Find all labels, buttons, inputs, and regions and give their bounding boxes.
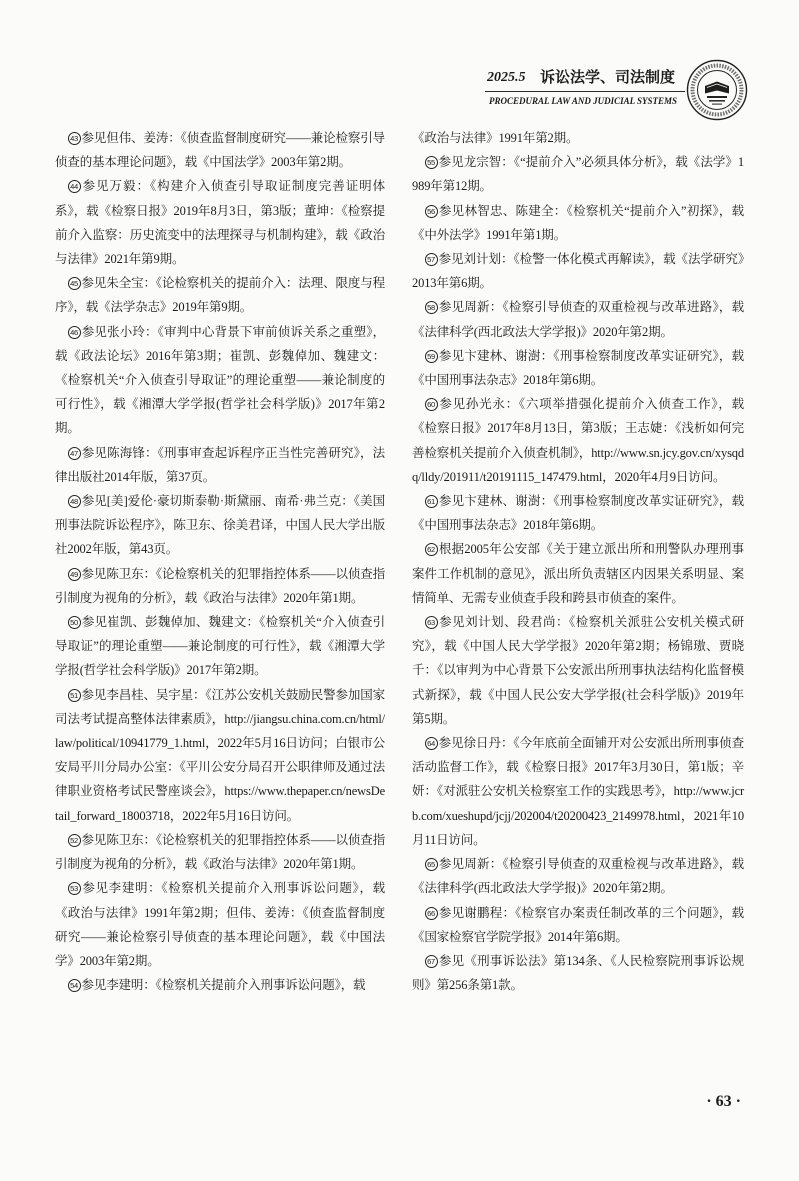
footnote-item (412, 852, 744, 900)
footnote-item (412, 537, 744, 610)
footnote-item (55, 489, 385, 562)
page-number: · 63 · (706, 1093, 741, 1110)
footnote-item (412, 489, 744, 537)
footnote-item (55, 876, 385, 973)
footnote-item (55, 973, 385, 997)
footnote-number: 51 (68, 689, 81, 702)
footnote-text: 参见李建明：《检察机关提前介入刑事诉讼问题》，载《政治与法律》1991年第2期；但伟、姜涛：《侦查监督制度研究——兼论检察引导侦查的基本理论问题》，载《中国法学》2003年第2期。 (55, 881, 385, 968)
footnote-number: 57 (425, 253, 438, 266)
footnote-text: 参见徐日丹：《今年底前全面铺开对公安派出所刑事侦查活动监督工作》，载《检察日报》2017年3月30日，第1版；辛妍：《对派驻公安机关检察室工作的实践思考》，http://www.jcrb.com/xueshupd/jcjj/202004/t20200423_2149978.html，2021年10月11日访问。 (412, 736, 744, 847)
footnote-item (55, 683, 385, 828)
footnote-text: 参见但伟、姜涛：《侦查监督制度研究——兼论检察引导侦查的基本理论问题》，载《中国法学》2003年第2期。 (55, 131, 385, 170)
footnote-text: 参见卞建林、谢澍：《刑事检察制度改革实证研究》，载《中国刑事法杂志》2018年第6期。 (412, 348, 744, 388)
footnote-item (412, 295, 744, 343)
footnote-item (55, 271, 385, 319)
footnote-number: 59 (425, 350, 438, 363)
footnote-number: 65 (425, 858, 438, 871)
footnote-text: 《政治与法律》1991年第2期。 (412, 131, 579, 145)
footnote-number: 56 (425, 205, 438, 218)
footnote-number: 58 (425, 301, 438, 314)
footnote-text: 参见陈海锋：《刑事审查起诉程序正当性完善研究》，法律出版社2014年版，第37页。 (55, 445, 385, 484)
footnote-text: 参见万毅：《构建介入侦查引导取证制度完善证明体系》，载《检察日报》2019年8月3日，第3版；董坤：《检察提前介入监察：历史流变中的法理探寻与机制构建》，载《政治与法律》2021年第9期。 (55, 179, 385, 267)
footnote-number: 50 (68, 616, 81, 629)
footnote-item (412, 150, 744, 198)
footnote-item (412, 344, 744, 392)
footnote-number: 66 (425, 907, 438, 920)
footnote-number: 53 (68, 882, 81, 895)
footnote-text: 参见孙光永：《六项举措强化提前介入侦查工作》，载《检察日报》2017年8月13日，第3版；王志婕：《浅析如何完善检察机关提前介入侦查机制》，http://www.sn.jcy.gov.cn/xysqdq/lldy/201911/t20191115_147479.html，2020年4月9日访问。 (412, 397, 744, 484)
footnote-item (412, 731, 744, 852)
footnote-number: 52 (68, 834, 81, 847)
footnote-text: 参见李昌桂、吴宇星：《江苏公安机关鼓励民警参加国家司法考试提高整体法律素质》，http://jiangsu.china.com.cn/html/law/political/10941779_1.html，2022年5月16日访问；白银市公安局平川分局办公室：《平川公安分局召开公职律师及通过法律职业资格考试民警座谈会》，https://www.thepaper.cn/newsDetail_forward_18003718，2022年5月16日访问。 (55, 687, 385, 823)
footnote-item (412, 392, 744, 489)
footnote-number: 61 (425, 495, 438, 508)
footnote-text: 参见周新：《检察引导侦查的双重检视与改革进路》，载《法律科学(西北政法大学学报)》2020年第2期。 (412, 857, 744, 896)
footnote-continuation (412, 126, 744, 150)
footnote-column-left (55, 126, 385, 997)
header-issue: 2025.5 (487, 70, 526, 85)
footnote-number: 63 (425, 616, 438, 629)
footnote-item (412, 610, 744, 731)
footnote-text: 参见卞建林、谢澍：《刑事检察制度改革实证研究》，载《中国刑事法杂志》2018年第6期。 (412, 494, 744, 533)
footnote-text: 参见周新：《检察引导侦查的双重检视与改革进路》，载《法律科学(西北政法大学学报)》2020年第2期。 (412, 300, 744, 339)
footnote-item (412, 949, 744, 997)
footnote-number: 64 (425, 737, 438, 750)
footnote-item (412, 199, 744, 247)
footnote-text: 参见陈卫东：《论检察机关的犯罪指控体系——以侦查指引制度为视角的分析》，载《政治与法律》2020年第1期。 (55, 832, 385, 872)
footnote-item (412, 247, 744, 295)
header-rule (485, 91, 685, 92)
footnote-text: 参见陈卫东：《论检察机关的犯罪指控体系——以侦查指引制度为视角的分析》，载《政治与法律》2020年第1期。 (55, 566, 385, 605)
footnote-text: 根据2005年公安部《关于建立派出所和刑警队办理刑事案件工作机制的意见》，派出所负责辖区内因果关系明显、案情简单、无需专业侦查手段和跨县市侦查的案件。 (412, 542, 744, 605)
footnote-text: 参见李建明：《检察机关提前介入刑事诉讼问题》，载 (81, 978, 366, 993)
footnote-number: 49 (68, 568, 81, 581)
header-section-title: 诉讼法学、司法制度 (540, 69, 676, 86)
footnote-number: 60 (425, 398, 438, 411)
footnote-item (55, 320, 385, 441)
footnote-number: 54 (68, 979, 81, 992)
footnote-text: 参见谢鹏程：《检察官办案责任制改革的三个问题》，载《国家检察官学院学报》2014年第6期。 (412, 905, 744, 944)
footnote-text: 参见朱全宝：《论检察机关的提前介入：法理、限度与程序》，载《法学杂志》2019年第9期。 (55, 276, 385, 315)
footnote-number: 55 (425, 156, 438, 169)
footnote-text: 参见林智忠、陈建全：《检察机关“提前介入”初探》，载《中外法学》1991年第1期。 (412, 203, 744, 242)
footnote-text: 参见刘计划：《检警一体化模式再解读》，载《法学研究》2013年第6期。 (412, 252, 744, 291)
footnote-item (55, 174, 385, 271)
footnote-item (55, 562, 385, 610)
footnote-number: 43 (68, 132, 81, 145)
journal-emblem-icon (686, 59, 748, 121)
footnote-item (55, 126, 385, 174)
footnote-item (55, 441, 385, 489)
header-english-title: PROCEDURAL LAW AND JUDICIAL SYSTEMS (489, 96, 678, 106)
footnote-text: 参见[美]爱伦·豪切斯泰勒·斯黛丽、南希·弗兰克：《美国刑事法院诉讼程序》，陈卫东、徐美君译，中国人民大学出版社2002年版，第43页。 (55, 494, 385, 557)
footnote-text: 参见崔凯、彭魏倬加、魏建文：《检察机关“介入侦查引导取证”的理论重塑——兼论制度的可行性》，载《湘潭大学学报(哲学社会科学版)》2017年第2期。 (55, 615, 385, 678)
footnote-number: 44 (68, 180, 81, 193)
footnote-text: 参见《刑事诉讼法》第134条、《人民检察院刑事诉讼规则》第256条第1款。 (412, 953, 744, 993)
footnote-number: 45 (68, 277, 81, 290)
footnote-number: 46 (68, 326, 81, 339)
footnote-text: 参见张小玲：《审判中心背景下审前侦诉关系之重塑》，载《政法论坛》2016年第3期；崔凯、彭魏倬加、魏建文：《检察机关“介入侦查引导取证”的理论重塑——兼论制度的可行性》，载《湘潭大学学报(哲学社会科学版)》2017年第2期。 (55, 324, 385, 436)
footnote-item (55, 610, 385, 683)
footnote-number: 62 (425, 543, 438, 556)
footnote-text: 参见刘计划、段君尚：《检察机关派驻公安机关模式研究》，载《中国人民大学学报》2020年第2期；杨锦璈、贾晓千：《以审判为中心背景下公安派出所刑事执法结构化监督模式新探》，载《中国人民公安大学学报(社会科学版)》2019年第5期。 (412, 615, 744, 726)
footnote-number: 67 (425, 955, 438, 968)
footnote-item (55, 828, 385, 876)
footnote-number: 47 (68, 447, 81, 460)
footnote-text: 参见龙宗智：《“提前介入”必须具体分析》，载《法学》1989年第12期。 (412, 155, 744, 194)
footnote-item (412, 901, 744, 949)
footnote-column-right (412, 126, 744, 997)
footnote-number: 48 (68, 495, 81, 508)
